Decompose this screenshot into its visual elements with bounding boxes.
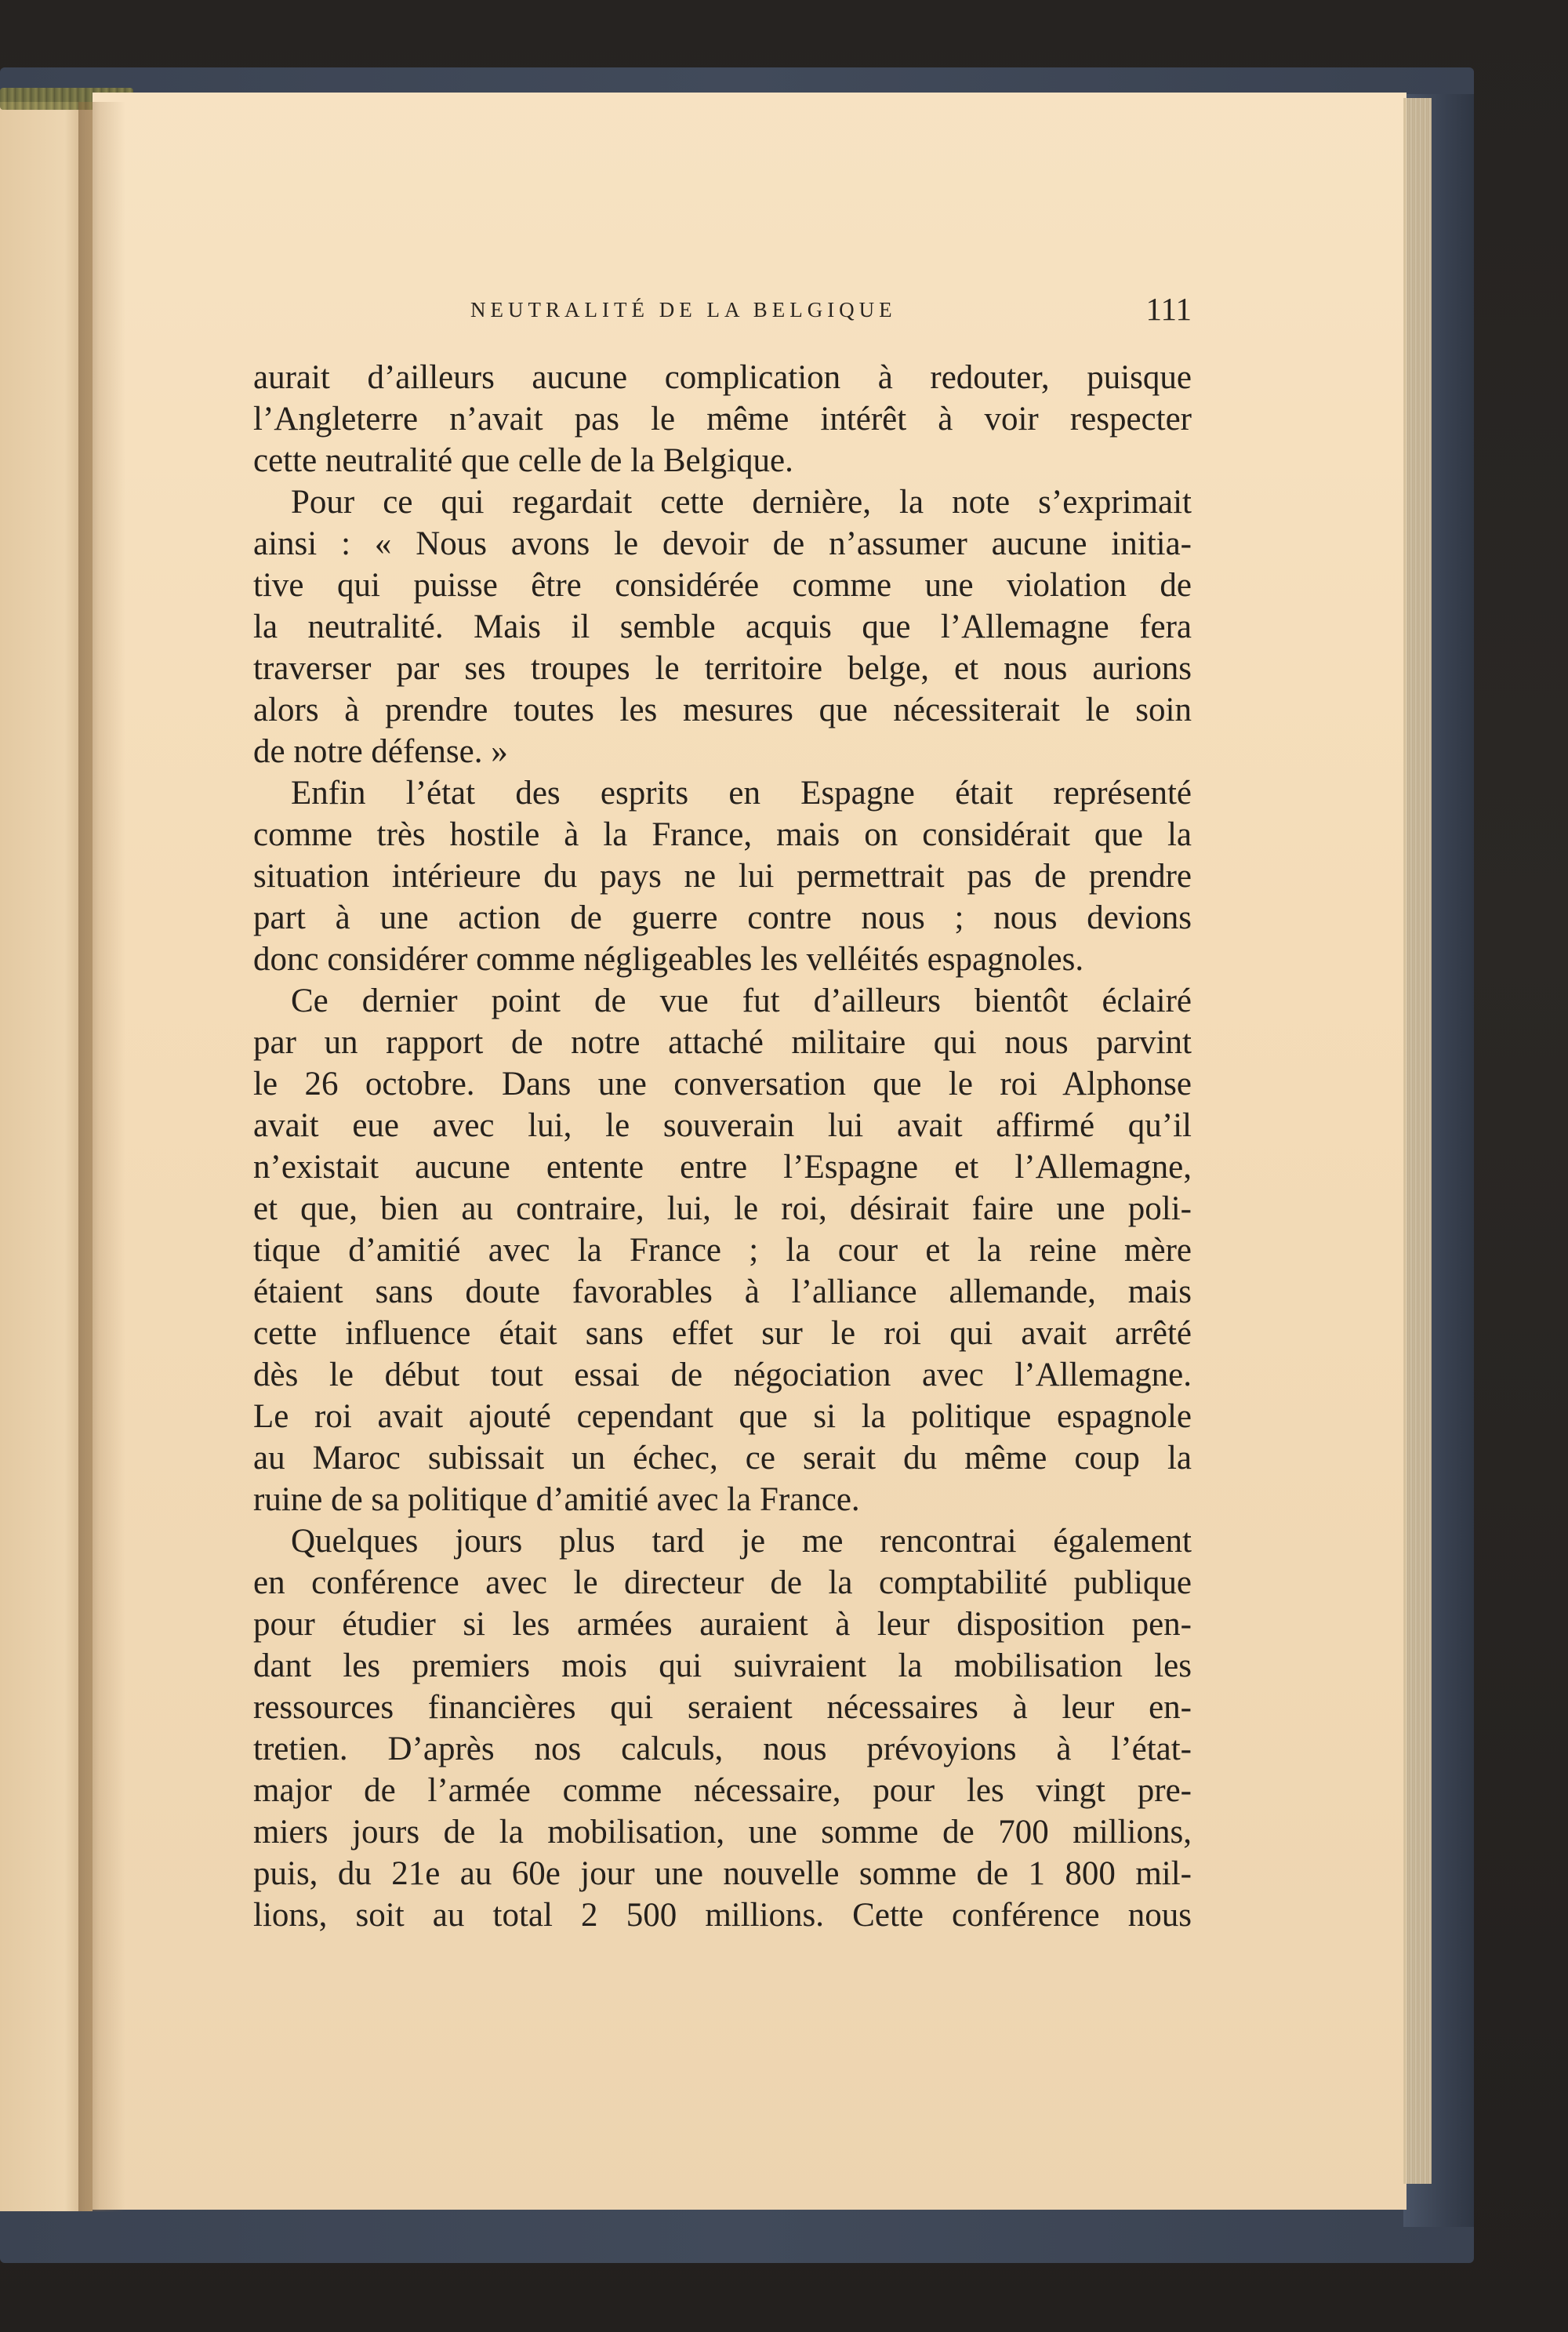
text-line: cette neutralité que celle de la Belgique. [253, 442, 793, 479]
text-line: comme très hostile à la France, mais on considérait que la [253, 816, 1192, 853]
text-line: l’Angleterre n’avait pas le même intérêt à voir respecter [253, 401, 1192, 438]
text-line: lions, soit au total 2 500 millions. Cette conférence nous [253, 1897, 1192, 1934]
text-line: au Maroc subissait un échec, ce serait du même coup la [253, 1440, 1192, 1477]
text-line: dant les premiers mois qui suivraient la mobilisation les [253, 1647, 1192, 1684]
text-line: de notre défense. » [253, 733, 508, 770]
text-line: et que, bien au contraire, lui, le roi, désirait faire une poli- [253, 1190, 1192, 1227]
text-line: tive qui puisse être considérée comme une violation de [253, 567, 1192, 604]
text-line: Quelques jours plus tard je me rencontrai également [291, 1523, 1192, 1560]
text-line: major de l’armée comme nécessaire, pour les vingt pre- [253, 1772, 1192, 1809]
text-line: situation intérieure du pays ne lui permettrait pas de prendre [253, 858, 1192, 895]
text-line: miers jours de la mobilisation, une somme de 700 millions, [253, 1814, 1192, 1851]
text-line: ainsi : « Nous avons le devoir de n’assumer aucune initia- [253, 525, 1192, 562]
text-line: puis, du 21e au 60e jour une nouvelle somme de 1 800 mil- [253, 1855, 1192, 1892]
text-line: Enfin l’état des esprits en Espagne était représenté [291, 775, 1192, 812]
text-line: pour étudier si les armées auraient à leur disposition pen- [253, 1606, 1192, 1643]
body-text [253, 357, 1192, 1936]
text-line: donc considérer comme négligeables les velléités espagnoles. [253, 941, 1084, 978]
text-line: ruine de sa politique d’amitié avec la France. [253, 1481, 860, 1518]
text-line: Le roi avait ajouté cependant que si la politique espagnole [253, 1398, 1192, 1435]
text-line: avait eue avec lui, le souverain lui avait affirmé qu’il [253, 1107, 1192, 1144]
text-line: n’existait aucune entente entre l’Espagne et l’Allemagne, [253, 1149, 1192, 1186]
running-head: NEUTRALITÉ DE LA BELGIQUE [470, 298, 897, 321]
text-line: le 26 octobre. Dans une conversation que le roi Alphonse [253, 1066, 1192, 1102]
gutter-shadow [78, 102, 125, 2211]
text-line: part à une action de guerre contre nous ; nous devions [253, 899, 1192, 936]
text-line: aurait d’ailleurs aucune complication à redouter, puisque [253, 359, 1192, 396]
page-number: 111 [1145, 291, 1192, 327]
page-block-edge [1403, 98, 1432, 2184]
text-line: en conférence avec le directeur de la comptabilité publique [253, 1564, 1192, 1601]
text-line: étaient sans doute favorables à l’alliance allemande, mais [253, 1273, 1192, 1310]
text-line: traverser par ses troupes le territoire belge, et nous aurions [253, 650, 1192, 687]
text-line: Ce dernier point de vue fut d’ailleurs bientôt éclairé [291, 983, 1192, 1019]
text-line: tique d’amitié avec la France ; la cour et la reine mère [253, 1232, 1192, 1269]
text-line: la neutralité. Mais il semble acquis que l’Allemagne fera [253, 608, 1192, 645]
text-line: ressources financières qui seraient nécessaires à leur en- [253, 1689, 1192, 1726]
text-line: Pour ce qui regardait cette dernière, la note s’exprimait [291, 484, 1192, 521]
text-line: cette influence était sans effet sur le roi qui avait arrêté [253, 1315, 1192, 1352]
text-line: par un rapport de notre attaché militaire qui nous parvint [253, 1024, 1192, 1061]
text-line: tretien. D’après nos calculs, nous prévoyions à l’état- [253, 1731, 1192, 1767]
text-line: dès le début tout essai de négociation avec l’Allemagne. [253, 1357, 1192, 1393]
text-line: alors à prendre toutes les mesures que nécessiterait le soin [253, 692, 1192, 728]
